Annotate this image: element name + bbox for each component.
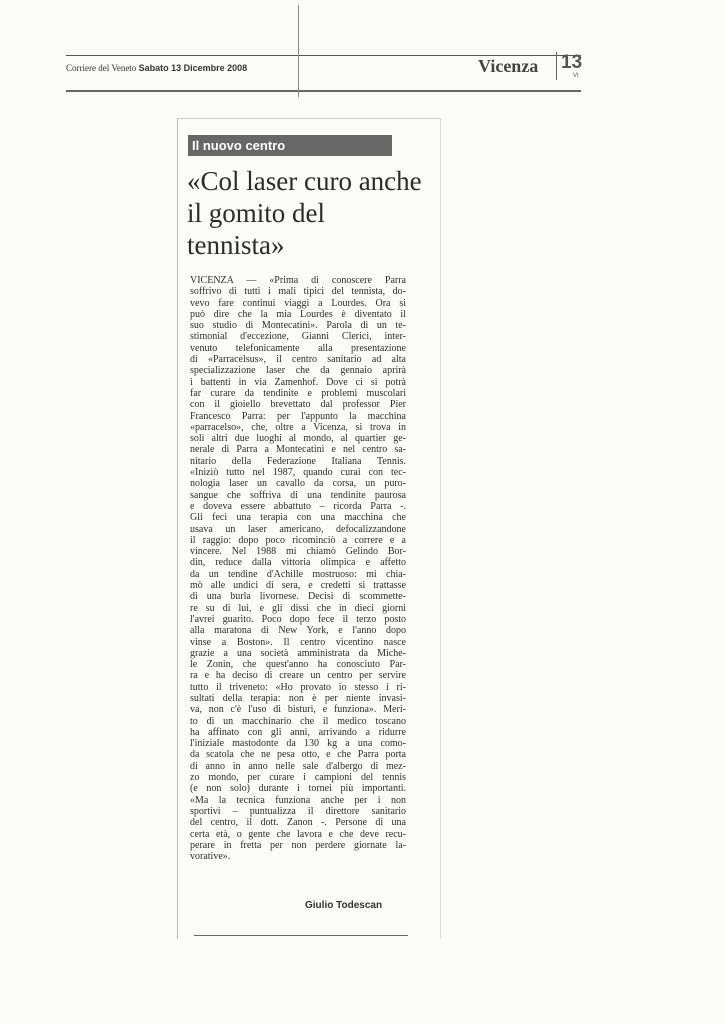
article-text-line: può dire che la mia Lourdes è diventato il (190, 308, 406, 320)
article-text-line: di anno in anno nelle sale d'albergo di mez- (190, 760, 406, 772)
article-text-line: di una burla livornese. Decisi di scommette- (190, 591, 406, 603)
article-text-line: soffrivo di tutti i mali tipici del tennista, do- (190, 286, 406, 298)
article-text-line: vincere. Nel 1988 mi chiamò Gelindo Bor- (190, 546, 406, 558)
article-text-line: con il gioiello brevettato dal professor Pier (190, 399, 406, 411)
article-text-line: to di un macchinario che il medico toscano (190, 715, 406, 727)
article-text-line: vevo fare continui viaggi a Lourdes. Ora si (190, 297, 406, 309)
article-text-line: sangue che soffriva di una tendinite paurosa (190, 489, 406, 501)
article-text-line: grazie a una società amministrata da Miche- (190, 647, 406, 659)
article-text-line: vorative». (190, 851, 231, 863)
article-text-line: Gli feci una terapia con una macchina che (190, 512, 406, 524)
article-text-line: din, reduce dalla vittoria olimpica e affetto (190, 557, 406, 569)
article-text-line: vinse a Boston». Il centro vicentino nasce (190, 636, 406, 648)
article-body (190, 275, 406, 862)
page-edition-code: VI (573, 73, 579, 79)
header-rule-bottom (66, 90, 581, 92)
article-text-line: nologia laser un cavallo da corsa, un puro- (190, 478, 406, 490)
article-text-line: «Ma la tecnica funziona anche per i non (190, 794, 406, 806)
article-text-line: nitario della Federazione Italiana Tennis. (190, 455, 406, 467)
article-text-line: usava un laser americano, defocalizzandone (190, 523, 406, 535)
article-text-line: venuto telefonicamente alla presentazione (190, 342, 406, 354)
article-text-line: zo mondo, per curare i campioni del tennis (190, 772, 406, 784)
article-text-line: da scatola che ne pesa otto, e che Parra porta (190, 749, 406, 761)
article-kicker: Il nuovo centro (188, 135, 392, 156)
article-text-line: da un tendine d'Achille mostruoso: mi chia- (190, 568, 406, 580)
article-text-line: soli altri due luoghi al mondo, al quartier ge- (190, 433, 406, 445)
masthead-info (66, 63, 247, 73)
header-divider (298, 5, 299, 97)
article-text-line: alla maratona di New York, e l'anno dopo (190, 625, 406, 637)
article-text-line: le Zonin, che quest'anno ha conosciuto Par- (190, 659, 406, 671)
article-text-line: «Iniziò tutto nel 1987, quando curai con tec- (190, 467, 406, 479)
article-text-line: perare in fretta per non perdere giornate la- (190, 839, 406, 851)
article-text-line: VICENZA — «Prima di conoscere Parra (190, 275, 406, 286)
article-headline: «Col laser curo anche il gomito del tennista» (187, 166, 422, 260)
article-text-line: tutto il triveneto: «Ho provato io stesso i ri- (190, 681, 406, 693)
article-text-line: far curare da tendinite e problemi muscolari (190, 387, 406, 399)
page-number: 13 (561, 52, 583, 73)
article-text-line: del centro, il dott. Zanon -. Persone di una (190, 817, 406, 829)
article-text-line: (e non solo) durante i tornei più importanti. (190, 783, 406, 795)
article-text-line: ra e ha deciso di creare un centro per servire (190, 670, 406, 682)
article-text-line: Francesco Parra: per l'appunto la macchina (190, 410, 406, 422)
article-text-line: sportivi – puntualizza il direttore sanitario (190, 805, 406, 817)
article-text-line: sultati della terapia: non è per niente invasi- (190, 692, 406, 704)
article-text-line: mò alle undici di sera, e credetti si trattasse (190, 580, 406, 592)
newspaper-name: Corriere del Veneto (66, 63, 137, 73)
page-number-divider (556, 52, 557, 80)
publication-date: Sabato 13 Dicembre 2008 (138, 63, 248, 73)
article-text-line: suo studio di Montecatini». Parola di un te- (190, 320, 406, 332)
article-text-line: ha affinato con gli anni, arrivando a ridurre (190, 726, 406, 738)
article-text-line: di «Parracelsus», il centro sanitario ad alta (190, 354, 406, 366)
section-name: Vicenza (478, 56, 539, 76)
article-end-rule (194, 935, 408, 936)
article-text-line: stimonial d'eccezione, Gianni Clerici, inter- (190, 331, 406, 343)
article-text-line: re su di lui, e gli dissi che in dieci giorni (190, 602, 406, 614)
article-text-line: i battenti in via Zamenhof. Dove ci si potrà (190, 376, 406, 388)
article-text-line: nerale di Parra a Montecatini e nel centro sa- (190, 444, 406, 456)
article-byline: Giulio Todescan (305, 900, 383, 911)
article-text-line: l'iniziale mastodonte da 130 kg a una como- (190, 738, 406, 750)
article-text-line: e doveva essere abbattuto – ricorda Parra -. (190, 500, 406, 512)
article-text-line: l'avrei guarito. Poco dopo fece il terzo posto (190, 613, 406, 625)
article-text-line: specializzazione laser che da gennaio aprirà (190, 365, 406, 377)
article-text-line: va, non c'è l'uso di bisturi, e funziona». Meri- (190, 704, 406, 716)
article-text-line: certa età, o gente che lavora e che deve recu- (190, 828, 406, 840)
article-text-line: «parracelso», che, oltre a Vicenza, si trova in (190, 421, 406, 433)
article-text-line: il raggio: dopo poco ricominciò a correre e a (190, 534, 406, 546)
